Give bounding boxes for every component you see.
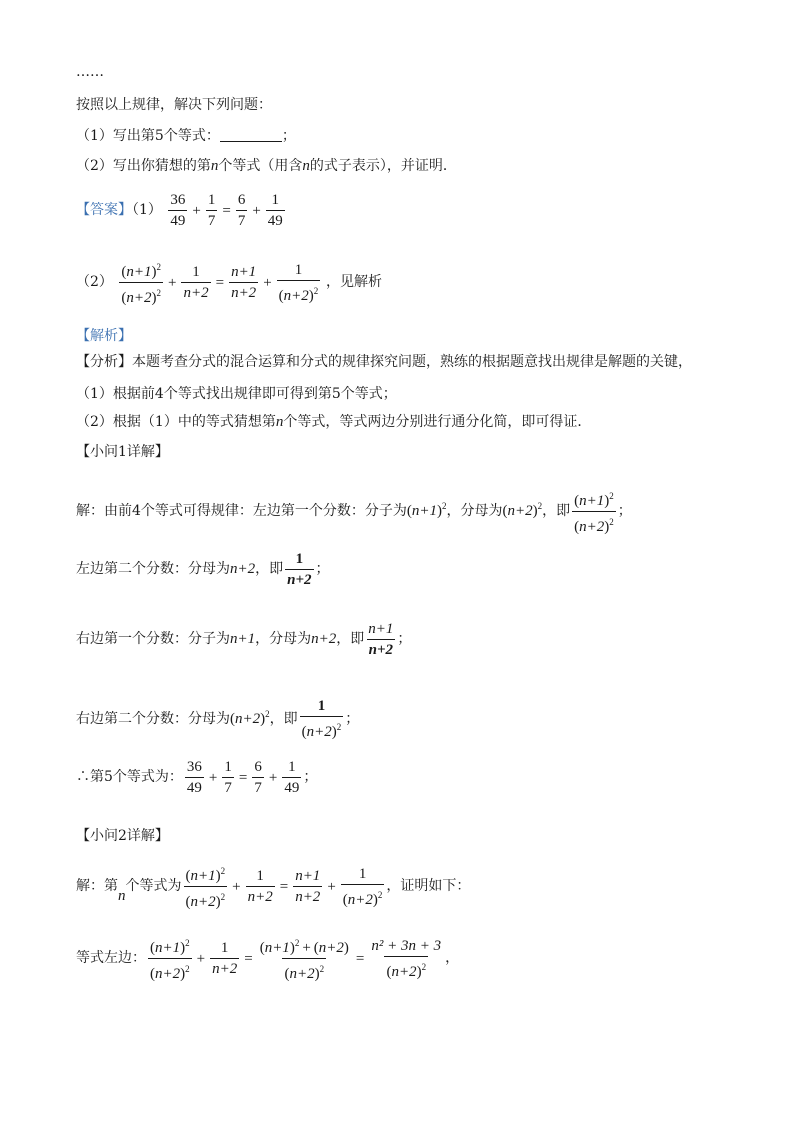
answer-part-1-label: （1）: [132, 202, 162, 218]
answer-part-2-label: （2）: [76, 273, 113, 290]
solution-1-line: 解：由前4个等式可得规律：左边第一个分数：分子为$(n+1)^2$，分母为$(n+2)^2$，即 $\frac{(n+1)^2}{(n+2)^2}$ ；: [76, 478, 632, 539]
fraction-36-49: $\frac{36}{49}$: [170, 192, 186, 230]
fraction-1-49: $\frac{1}{49}$: [267, 192, 283, 230]
answer-blank: [220, 141, 282, 142]
intro-text: 按照以上规律，解决下列问题：: [76, 97, 272, 113]
right-second-fraction-line: 右边第二个分数：分母为$(n+2)^2$，即 $\frac{1}{(n+2)^2}$ ；: [76, 698, 360, 740]
fenxi-tag: 【分析】: [76, 354, 132, 370]
question-1-text: （1）写出第5个等式：: [76, 128, 220, 144]
sub-question-1-heading: 【小问1详解】: [76, 444, 169, 460]
answer-1: 【答案】（1） $\frac{36}{49}$ + $\frac{1}{7}$ = $\frac{6}{7}$ + $\frac{1}{49}$: [76, 192, 283, 230]
fraction-1-np2: $\frac{1}{n+2}$: [183, 264, 209, 301]
lhs-proof-line: 等式左边： $\frac{(n+1)^2}{(n+2)^2}$ + $\frac{1}{n+2}$ = $\frac{(n+1)^2 + (n+2)}{(n+2)^2}$ = $\frac{\text{n² + 3n + 3}}{(n+2)^2}$ ，: [76, 937, 460, 983]
fraction-np1-np2: $\frac{n+1}{n+2}$: [368, 620, 394, 658]
fenxi: [76, 352, 692, 372]
fraction-6-7: $\frac{6}{7}$: [237, 192, 246, 230]
fraction-np1sq-np2sq: $\frac{(n+1)^2}{(n+2)^2}$: [574, 490, 614, 535]
solution-2-line: 解：第n个等式为 $\frac{(n+1)^2}{(n+2)^2}$ + $\frac{1}{n+2}$ = $\frac{n+1}{n+2}$ + $\frac{1}{(n+2)^2}$ ，证明如下：: [76, 865, 471, 911]
question-2-end: 的式子表示），并证明．: [309, 158, 457, 174]
question-2: [76, 156, 457, 176]
answer-2: （2） $\frac{(n+1)^2}{(n+2)^2}$ + $\frac{1}{n+2}$ = $\frac{n+1}{n+2}$ + $\frac{1}{(n+2)^2}$ ，见解析: [76, 258, 382, 307]
step-1: （1）根据前4个等式找出规律即可得到第5个等式；: [76, 386, 397, 402]
fenxi-text: 本题考查分式的混合运算和分式的规律探究问题，熟练的根据题意找出规律是解题的关键，: [132, 354, 692, 370]
question-2-mid: 个等式（用含: [218, 158, 303, 174]
fraction-1-np2sq: $\frac{1}{(n+2)^2}$: [278, 261, 319, 304]
ellipsis: ……: [76, 64, 104, 80]
answer-tag: 【答案】: [76, 202, 132, 218]
left-second-fraction-line: 左边第二个分数：分母为n+2，即 $\frac{1}{n+2}$ ；: [76, 550, 330, 588]
question-2-pre: （2）写出你猜想的第: [76, 158, 211, 174]
step-2: （2）根据（1）中的等式猜想第n个等式，等式两边分别进行通分化简，即可得证．: [76, 414, 592, 430]
fraction-1-np2: $\frac{1}{n+2}$: [287, 550, 312, 588]
fraction-np1-np2: $\frac{n+1}{n+2}$: [231, 264, 257, 301]
question-1: [76, 126, 296, 146]
var-n: n: [302, 158, 310, 174]
sub-question-2-heading: 【小问2详解】: [76, 828, 169, 844]
fraction-1-np2sq: $\frac{1}{(n+2)^2}$: [301, 698, 342, 740]
fraction-1-7: $\frac{1}{7}$: [207, 192, 216, 230]
fraction-np1sq-np2sq: $\frac{(n+1)^2}{(n+2)^2}$: [121, 262, 161, 306]
therefore-line: ∴第5个等式为： $\frac{36}{49}$ + $\frac{1}{7}$ = $\frac{6}{7}$ + $\frac{1}{49}$ ；: [76, 759, 318, 797]
answer-suffix: ，见解析: [326, 273, 383, 290]
var-n: n: [210, 158, 219, 174]
right-first-fraction-line: 右边第一个分数：分子为n+1，分母为n+2，即 $\frac{n+1}{n+2}$ ；: [76, 620, 412, 658]
analysis-tag: 【解析】: [76, 328, 132, 344]
question-1-end: ；: [281, 128, 296, 144]
